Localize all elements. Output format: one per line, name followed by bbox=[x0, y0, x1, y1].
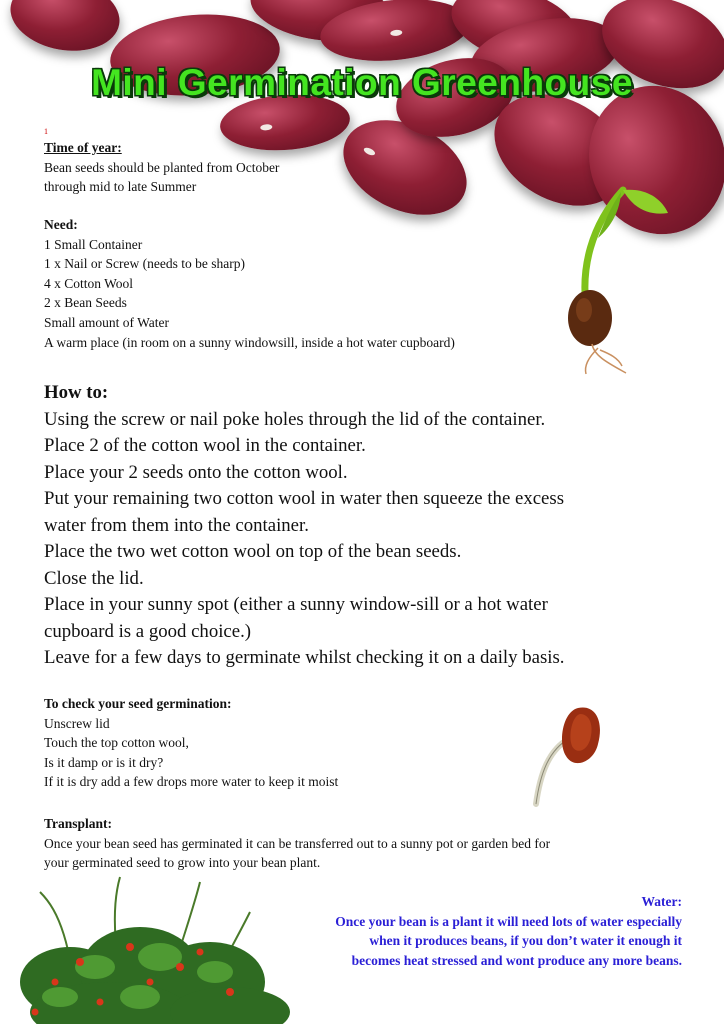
need-item: Small amount of Water bbox=[44, 314, 170, 330]
water-line: Once your bean is a plant it will need lots of water especially bbox=[335, 913, 682, 929]
transplant-section bbox=[44, 814, 550, 873]
how-to-line: Place in your sunny spot (either a sunny window-sill or a hot water bbox=[44, 594, 548, 615]
need-heading: Need: bbox=[44, 217, 78, 232]
transplant-line: Once your bean seed has germinated it can be transferred out to a sunny pot or garden bed for bbox=[44, 835, 551, 851]
how-to-line: Using the screw or nail poke holes through the lid of the container. bbox=[44, 408, 546, 430]
water-heading: Water: bbox=[641, 894, 682, 909]
bean-image bbox=[5, 0, 125, 59]
need-item: 1 x Nail or Screw (needs to be sharp) bbox=[44, 256, 245, 272]
how-to-line: Place your 2 seeds onto the cotton wool. bbox=[44, 461, 348, 483]
time-of-year-heading: Time of year: bbox=[44, 140, 122, 155]
how-to-line: water from them into the container. bbox=[44, 514, 309, 536]
water-line: when it produces beans, if you don’t water it enough it bbox=[369, 933, 682, 949]
water-section bbox=[252, 892, 682, 970]
transplant-line: your germinated seed to grow into your bean plant. bbox=[44, 855, 321, 871]
time-of-year-section bbox=[44, 138, 279, 197]
how-to-section bbox=[44, 380, 684, 672]
time-of-year-line: through mid to late Summer bbox=[44, 179, 197, 195]
how-to-line: Place the two wet cotton wool on top of the bean seeds. bbox=[44, 541, 462, 562]
page-title: Mini Germination Greenhouse bbox=[91, 62, 633, 103]
germinated-seed-image bbox=[528, 700, 608, 810]
need-item: 2 x Bean Seeds bbox=[44, 295, 127, 311]
need-section bbox=[44, 215, 455, 352]
need-item: 4 x Cotton Wool bbox=[44, 275, 134, 291]
sprouting-bean-image bbox=[548, 178, 673, 378]
check-line: Unscrew lid bbox=[44, 715, 110, 731]
check-heading: To check your seed germination: bbox=[44, 696, 232, 711]
need-item: A warm place (in room on a sunny windowsill, inside a hot water cupboard) bbox=[44, 334, 455, 350]
how-to-line: Leave for a few days to germinate whilst checking it on a daily basis. bbox=[44, 647, 565, 668]
check-line: Touch the top cotton wool, bbox=[44, 735, 189, 751]
how-to-line: Close the lid. bbox=[44, 567, 144, 589]
need-item: 1 Small Container bbox=[44, 236, 143, 252]
how-to-heading: How to: bbox=[44, 382, 109, 403]
check-line: If it is dry add a few drops more water to keep it moist bbox=[44, 774, 339, 790]
time-of-year-line: Bean seeds should be planted from October bbox=[44, 159, 280, 175]
water-line: becomes heat stressed and wont produce any more beans. bbox=[351, 952, 682, 968]
footnote-mark: 1 bbox=[44, 127, 48, 136]
check-line: Is it damp or is it dry? bbox=[44, 754, 164, 770]
check-section bbox=[44, 694, 338, 792]
transplant-heading: Transplant: bbox=[44, 816, 113, 831]
how-to-line: cupboard is a good choice.) bbox=[44, 620, 252, 642]
how-to-line: Put your remaining two cotton wool in water then squeeze the excess bbox=[44, 488, 564, 509]
how-to-line: Place 2 of the cotton wool in the container. bbox=[44, 435, 366, 456]
